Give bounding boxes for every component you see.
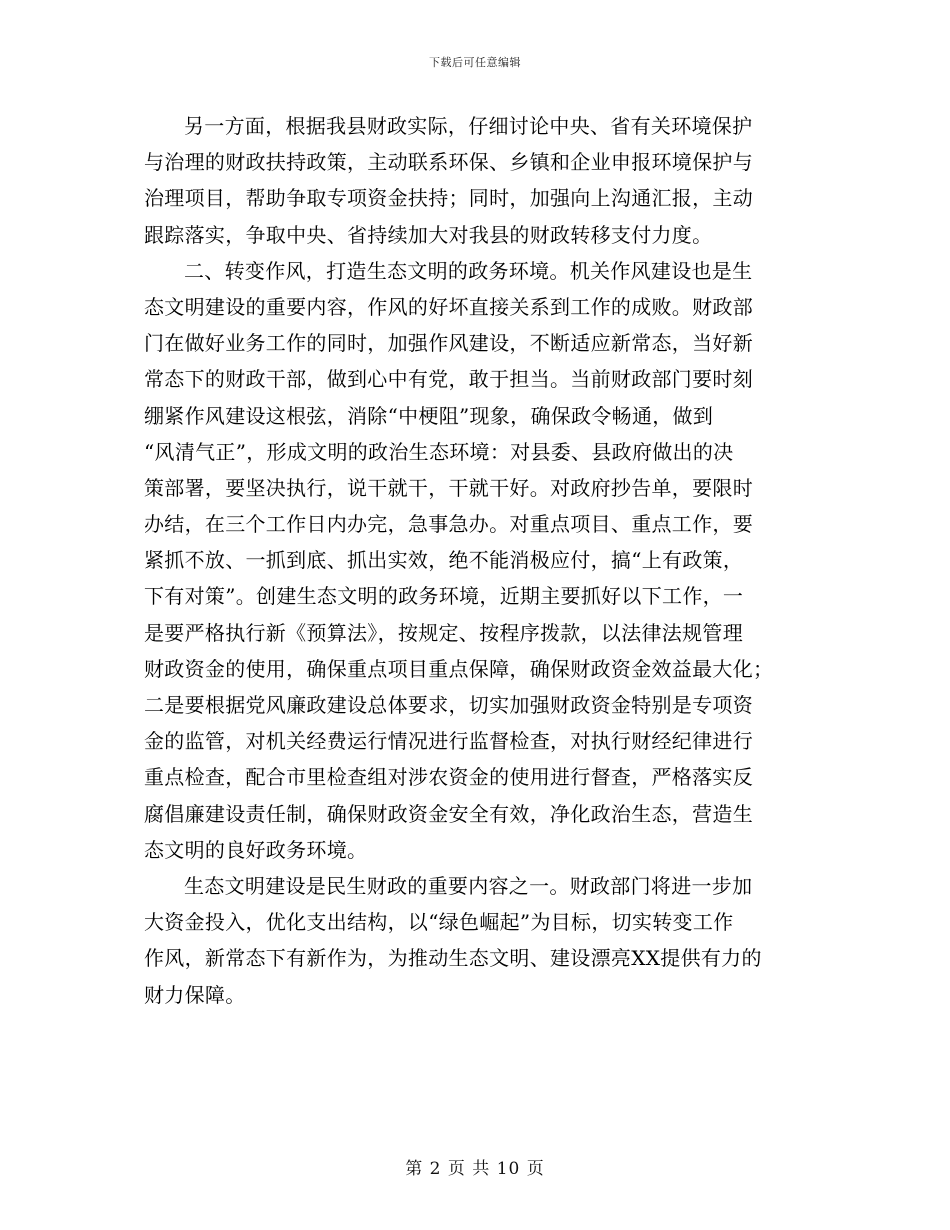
paragraph-line: 金的监管，对机关经费运行情况进行监督检查，对执行财经纪律进行 — [144, 729, 753, 754]
paragraph-line: 绷紧作风建设这根弦，消除“中梗阻”现象，确保政令畅通，做到 — [144, 403, 714, 428]
paragraph-line: 下有对策”。创建生态文明的政务环境，近期主要抓好以下工作，一 — [144, 584, 744, 609]
paragraph-line: 大资金投入，优化支出结构，以“绿色崛起”为目标，切实转变工作 — [144, 910, 734, 935]
paragraph-line: 与治理的财政扶持政策，主动联系环保、乡镇和企业申报环境保护与 — [144, 150, 753, 175]
paragraph-line: 治理项目，帮助争取专项资金扶持；同时，加强向上沟通汇报，主动 — [144, 186, 753, 211]
paragraph-line: 二、转变作风，打造生态文明的政务环境。机关作风建设也是生 — [184, 258, 753, 283]
paragraph-3 — [144, 868, 804, 1013]
paragraph-1 — [144, 108, 804, 253]
paragraph-line: 紧抓不放、一抓到底、抓出实效，绝不能消极应付，搞“上有政策， — [144, 548, 744, 573]
paragraph-2 — [144, 253, 804, 868]
paragraph-line: 跟踪落实，争取中央、省持续加大对我县的财政转移支付力度。 — [144, 222, 713, 247]
body-text — [144, 108, 804, 1013]
paragraph-line: 门在做好业务工作的同时，加强作风建设，不断适应新常态，当好新 — [144, 331, 753, 356]
paragraph-line: 态文明建设的重要内容，作风的好坏直接关系到工作的成败。财政部 — [144, 294, 753, 319]
page-number-footer: 第 2 页 共 10 页 — [405, 1159, 545, 1179]
paragraph-line: 是要严格执行新《预算法》，按规定、按程序拨款，以法律法规管理 — [144, 620, 743, 645]
paragraph-line: 作风，新常态下有新作为，为推动生态文明、建设漂亮XX提供有力的 — [144, 946, 762, 971]
paragraph-line: 财政资金的使用，确保重点项目重点保障，确保财政资金效益最大化； — [144, 656, 774, 681]
paragraph-line: 策部署，要坚决执行，说干就干，干就干好。对政府抄告单，要限时 — [144, 475, 753, 500]
paragraph-line: 腐倡廉建设责任制，确保财政资金安全有效，净化政治生态，营造生 — [144, 801, 753, 826]
paragraph-line: 财力保障。 — [144, 982, 246, 1007]
paragraph-line: 二是要根据党风廉政建设总体要求，切实加强财政资金特别是专项资 — [144, 693, 753, 717]
paragraph-line: 办结，在三个工作日内办完，急事急办。对重点项目、重点工作，要 — [144, 512, 753, 537]
paragraph-line: 另一方面，根据我县财政实际，仔细讨论中央、省有关环境保护 — [184, 114, 753, 138]
paragraph-line: 生态文明建设是民生财政的重要内容之一。财政部门将进一步加 — [184, 873, 753, 898]
paragraph-line: 重点检查，配合市里检查组对涉农资金的使用进行督查，严格落实反 — [144, 765, 753, 790]
paragraph-line: “风清气正”，形成文明的政治生态环境：对县委、县政府做出的决 — [144, 439, 734, 464]
paragraph-line: 态文明的良好政务环境。 — [144, 837, 368, 862]
paragraph-line: 常态下的财政干部，做到心中有党，敢于担当。当前财政部门要时刻 — [144, 367, 753, 392]
page-header: 下载后可任意编辑 — [429, 56, 521, 69]
